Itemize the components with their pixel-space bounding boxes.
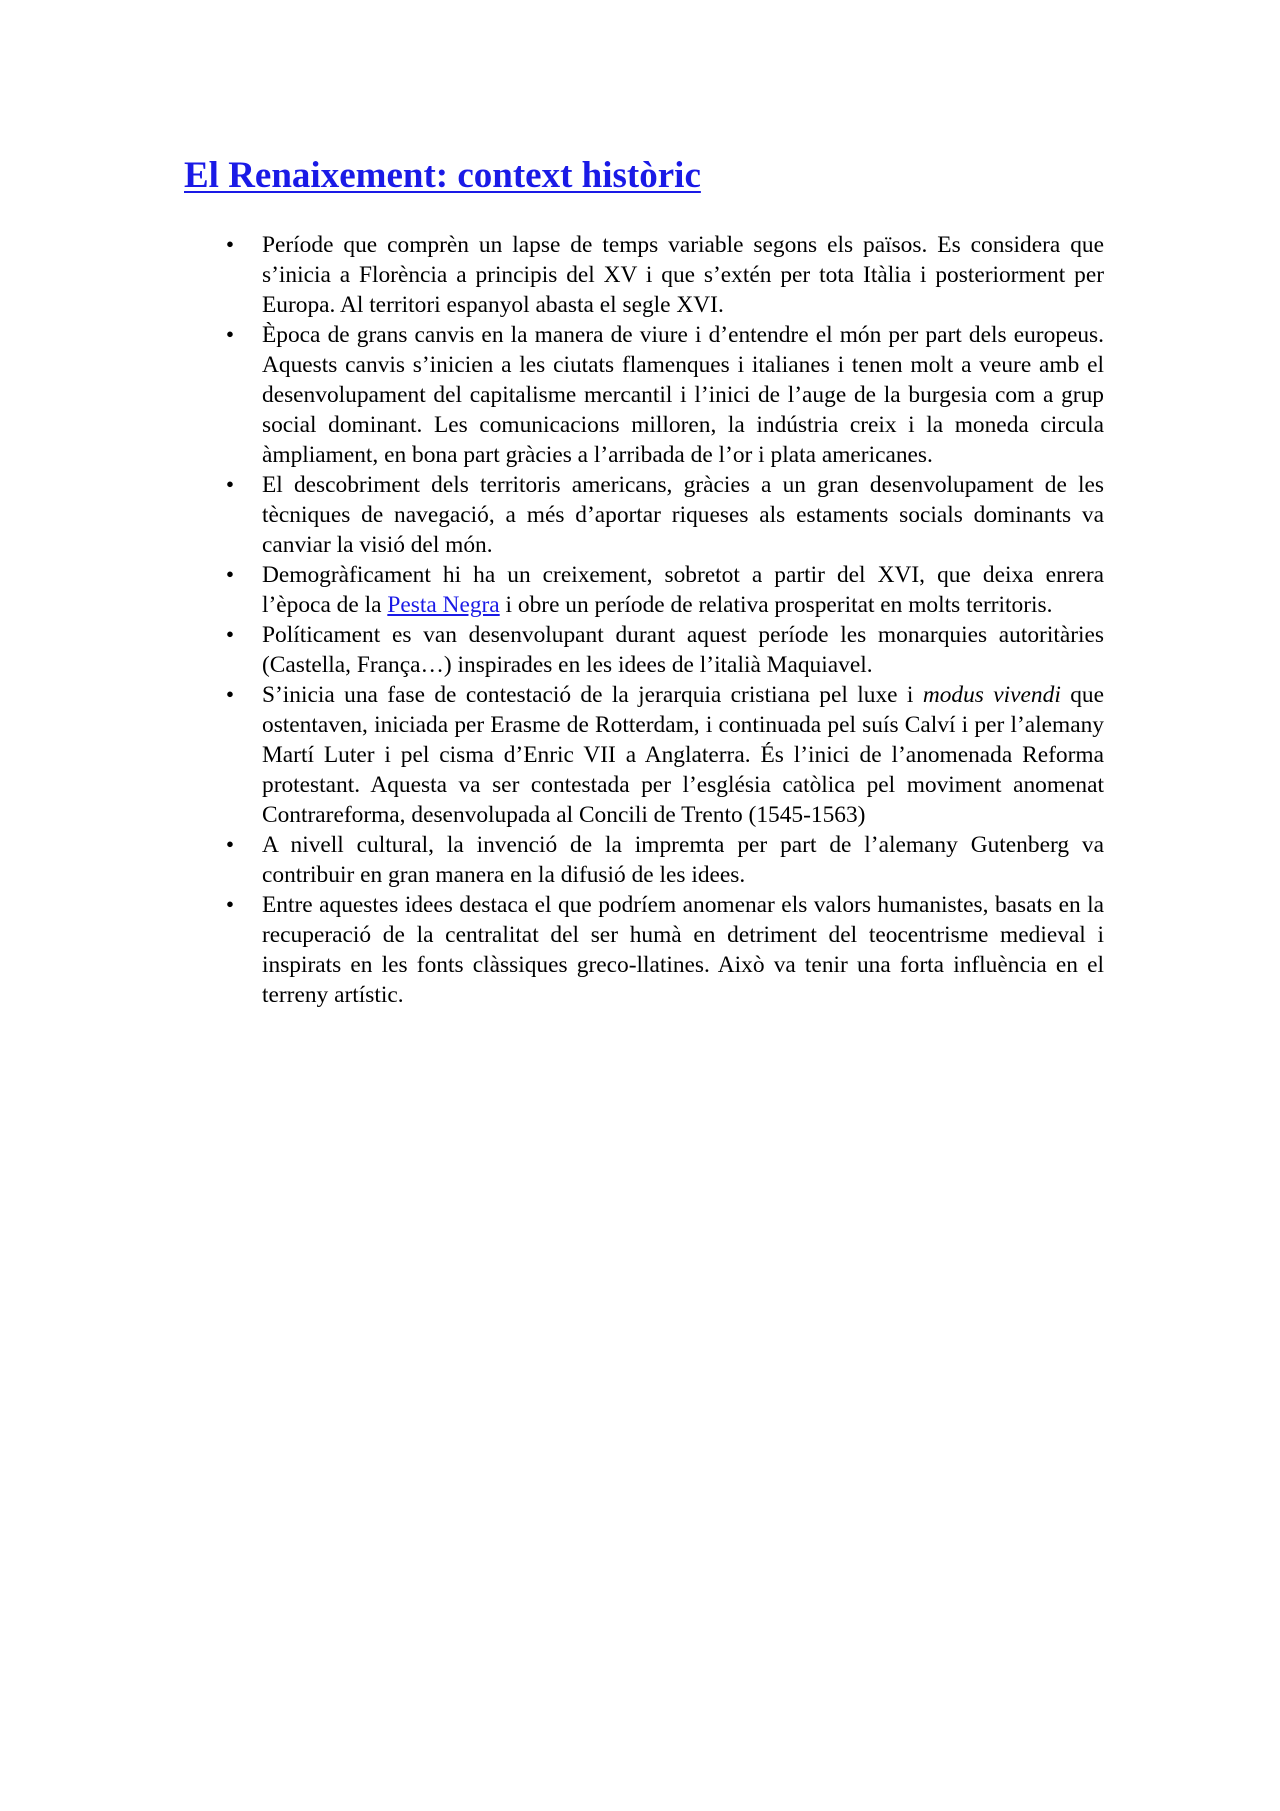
list-item [225, 890, 1104, 1010]
bullet-icon: • [225, 832, 235, 858]
bullet-icon: • [225, 682, 235, 708]
title-link[interactable]: El Renaixement: context històric [184, 155, 701, 196]
bullet-icon: • [225, 472, 235, 498]
list-item-text: A nivell cultural, la invenció de la impremta per part de l’alemany Gutenberg va contribuir en gran manera en la difusió de les idees. [262, 832, 1104, 888]
bullet-icon: • [225, 622, 235, 648]
bullet-icon: • [225, 562, 235, 588]
list-item-text: Entre aquestes idees destaca el que podríem anomenar els valors humanistes, basats en la recuperació de la centralitat del ser humà en detriment del teocentrisme medieval i inspirats en les fonts clàssiques greco-llatines. Això va tenir una forta influència en el terreny artístic. [262, 892, 1104, 1008]
list-item [225, 620, 1104, 680]
bullet-icon: • [225, 892, 235, 918]
list-item [225, 320, 1104, 470]
list-item-text: Període que comprèn un lapse de temps variable segons els països. Es considera que s’inicia a Florència a principis del XV i que s’extén per tota Itàlia i posteriorment per Europa. Al territori espanyol abasta el segle XVI. [262, 232, 1104, 318]
bullet-list [225, 230, 1104, 1010]
bullet-icon: • [225, 322, 235, 348]
list-item-text-before-italic: S’inicia una fase de contestació de la jerarquia cristiana pel luxe i [262, 682, 923, 708]
list-item [225, 680, 1104, 830]
list-item-text-after-link: i obre un període de relativa prosperitat en molts territoris. [499, 592, 1053, 618]
list-item [225, 470, 1104, 560]
page-title [184, 152, 701, 200]
list-item [225, 560, 1104, 620]
bullet-icon: • [225, 232, 235, 258]
list-item-text: El descobriment dels territoris americans, gràcies a un gran desenvolupament de les tècniques de navegació, a més d’aportar riqueses als estaments socials dominants va canviar la visió del món. [262, 472, 1104, 558]
list-item-text-after-italic: que ostentaven, iniciada per Erasme de Rotterdam, i continuada pel suís Calví i per l’alemany Martí Luter i pel cisma d’Enric VII a Anglaterra. És l’inici de l’anomenada Reforma protestant. Aquesta va ser contestada per l’església catòlica pel moviment anomenat Contrareforma, desenvolupada al Concili de Trento (1545-1563) [262, 682, 1104, 828]
italic-term: modus vivendi [922, 682, 1061, 708]
list-item-text: Època de grans canvis en la manera de viure i d’entendre el món per part dels europeus. Aquests canvis s’inicien a les ciutats flamenques i italianes i tenen molt a veure amb el desenvolupament del capitalisme mercantil i l’inici de l’auge de la burgesia com a grup social dominant. Les comunicacions milloren, la indústria creix i la moneda circula àmpliament, en bona part gràcies a l’arribada de l’or i plata americanes. [262, 322, 1104, 468]
list-item-text-before-link: Demogràficament hi ha un creixement, sobretot a partir del XVI, que deixa enrera l’època de la [262, 562, 1104, 618]
pesta-negra-link[interactable]: Pesta Negra [387, 592, 500, 618]
list-item [225, 830, 1104, 890]
list-item [225, 230, 1104, 320]
list-item-text: Políticament es van desenvolupant durant aquest període les monarquies autoritàries (Castella, França…) inspirades en les idees de l’italià Maquiavel. [262, 622, 1104, 678]
